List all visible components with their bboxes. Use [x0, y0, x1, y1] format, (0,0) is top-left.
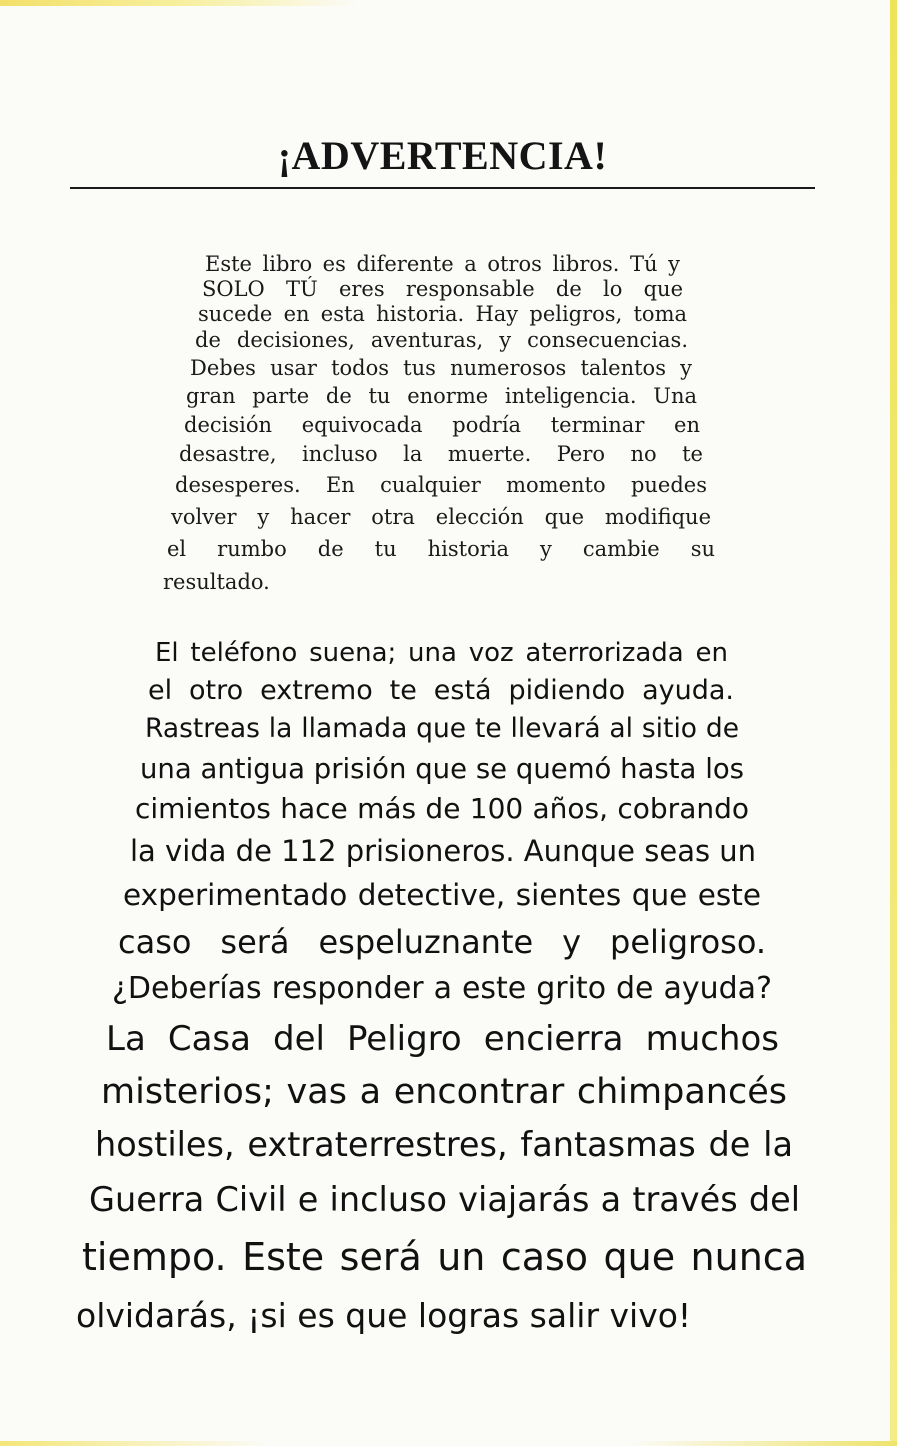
title-underline — [70, 187, 815, 189]
story-line: olvidarás, ¡si es que logras salir vivo! — [76, 1296, 692, 1335]
story-line: La Casa del Peligro encierra muchos — [106, 1019, 779, 1059]
warning-line: Debes usar todos tus numerosos talentos y — [190, 356, 692, 380]
story-line: misterios; vas a encontrar chimpancés — [101, 1072, 787, 1112]
warning-line: el rumbo de tu historia y cambie su — [167, 537, 715, 561]
story-line: Rastreas la llamada que te llevará al sitio de — [145, 713, 739, 744]
story-line: caso será espeluznante y peligroso. — [118, 923, 766, 961]
warning-line: desastre, incluso la muerte. Pero no te — [179, 442, 703, 466]
warning-line: Este libro es diferente a otros libros. Tú y — [205, 252, 680, 276]
story-line: el otro extremo te está pidiendo ayuda. — [148, 675, 734, 706]
story-line: tiempo. Este será un caso que nunca — [82, 1235, 807, 1279]
page-edge-right — [890, 0, 897, 1446]
page-title: ¡ADVERTENCIA! — [277, 133, 608, 178]
warning-line: gran parte de tu enorme inteligencia. Una — [186, 384, 697, 408]
story-line: la vida de 112 prisioneros. Aunque seas un — [130, 834, 757, 868]
page-edge-bottom — [0, 1441, 897, 1446]
warning-line: desesperes. En cualquier momento puedes — [175, 473, 707, 497]
story-line: cimientos hace más de 100 años, cobrando — [135, 792, 749, 825]
story-line: ¿Deberías responder a este grito de ayuda? — [112, 971, 772, 1006]
page-edge-top — [0, 0, 897, 6]
warning-line: sucede en esta historia. Hay peligros, toma — [198, 302, 687, 326]
story-line: experimentado detective, sientes que este — [123, 878, 761, 912]
story-line: El teléfono suena; una voz aterrorizada en — [155, 638, 728, 668]
story-line: hostiles, extraterrestres, fantasmas de la — [95, 1125, 793, 1164]
warning-line: resultado. — [163, 570, 270, 594]
warning-line: SOLO TÚ eres responsable de lo que — [202, 277, 683, 301]
story-line: Guerra Civil e incluso viajarás a través del — [89, 1180, 800, 1219]
story-line: una antigua prisión que se quemó hasta los — [140, 753, 744, 785]
warning-line: de decisiones, aventuras, y consecuencias. — [195, 328, 688, 352]
warning-line: decisión equivocada podría terminar en — [184, 413, 700, 437]
warning-line: volver y hacer otra elección que modifique — [171, 505, 711, 529]
